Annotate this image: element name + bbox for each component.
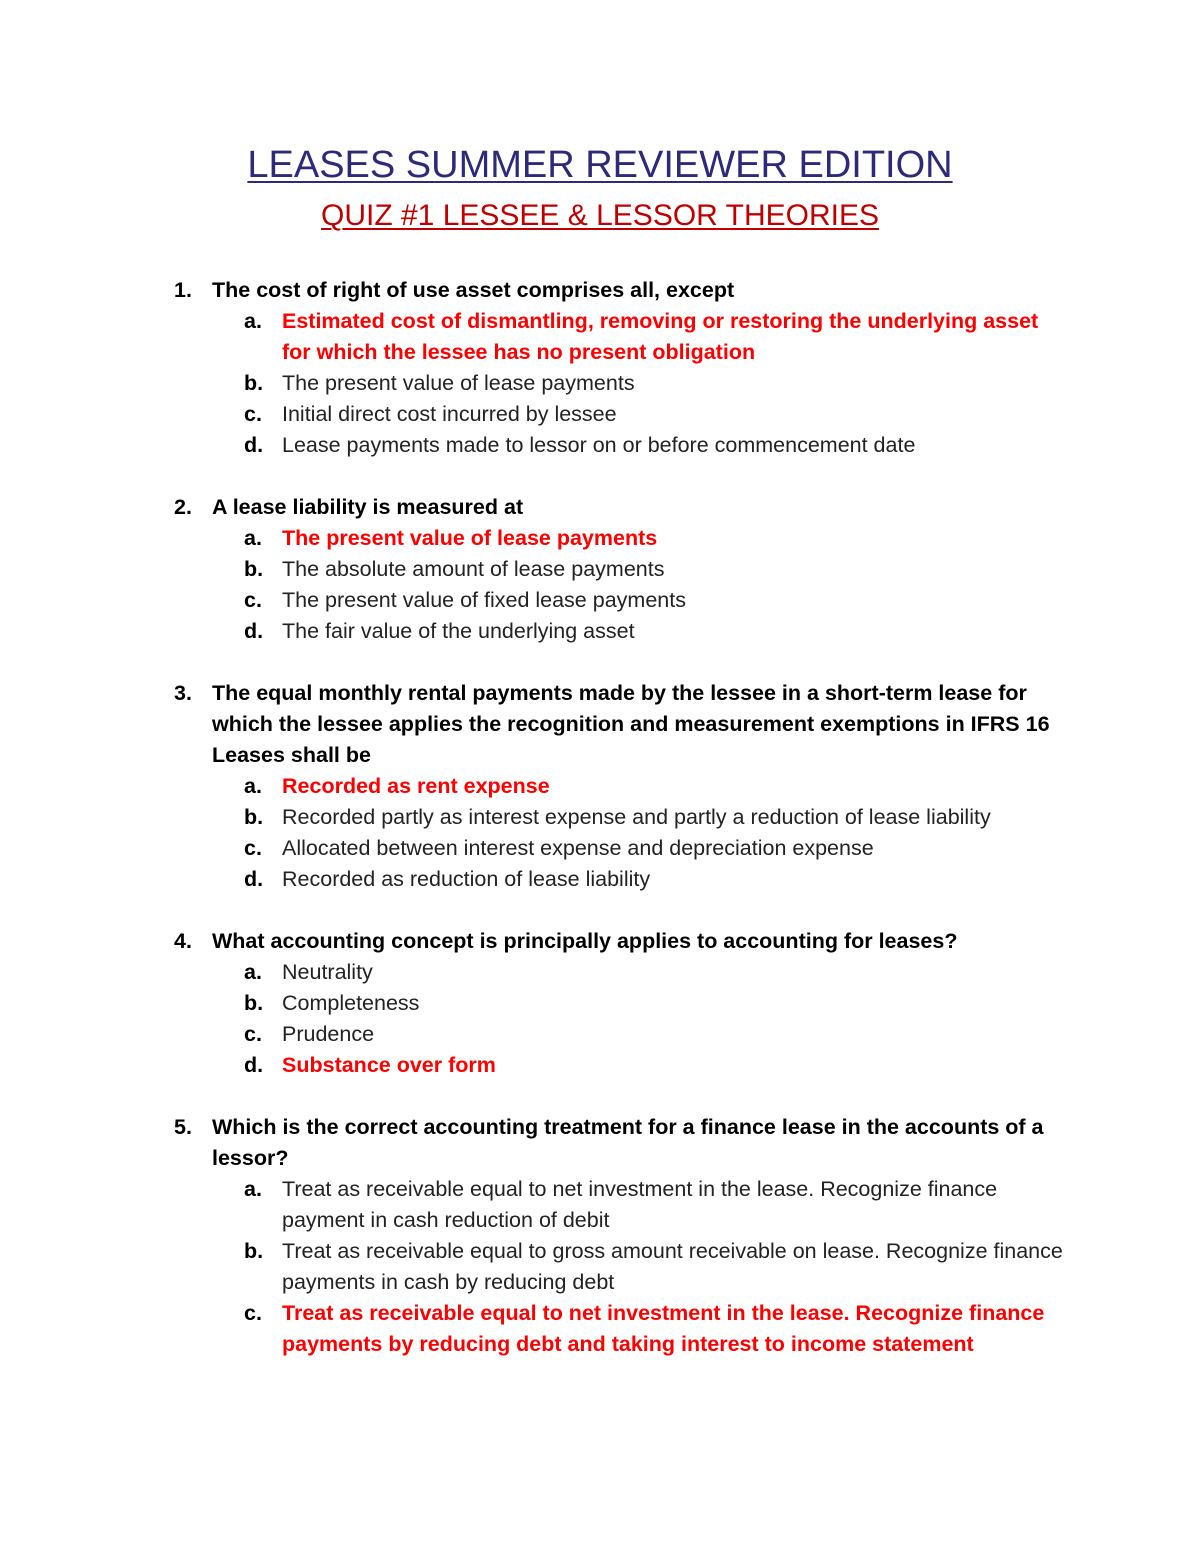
question-stem xyxy=(170,926,1070,957)
option-letter: b. xyxy=(244,557,264,581)
answer-option xyxy=(244,1236,1070,1298)
option-letter: c. xyxy=(244,402,262,426)
option-letter: c. xyxy=(244,588,262,612)
option-text: Substance over form xyxy=(282,1053,496,1077)
option-letter: a. xyxy=(244,1177,262,1201)
answer-option xyxy=(244,1174,1070,1236)
option-letter: c. xyxy=(244,1301,262,1325)
option-text: Allocated between interest expense and depreciation expense xyxy=(282,836,874,860)
option-text: Treat as receivable equal to gross amount receivable on lease. Recognize finance payments in cash by reducing debt xyxy=(282,1239,1063,1294)
option-text: The present value of lease payments xyxy=(282,371,635,395)
answer-option xyxy=(244,802,1070,833)
option-letter: d. xyxy=(244,1053,264,1077)
answer-option xyxy=(244,554,1070,585)
question-text: What accounting concept is principally applies to accounting for leases? xyxy=(212,929,958,953)
answer-option xyxy=(244,864,1070,895)
option-text: Prudence xyxy=(282,1022,375,1046)
option-text: Recorded as rent expense xyxy=(282,774,550,798)
option-letter: a. xyxy=(244,774,262,798)
question-stem xyxy=(170,492,1070,523)
answer-options xyxy=(170,771,1070,895)
answer-option xyxy=(244,368,1070,399)
option-text: Estimated cost of dismantling, removing or restoring the underlying asset for which the lessee has no present obligation xyxy=(282,309,1039,364)
option-letter: c. xyxy=(244,1022,262,1046)
option-letter: d. xyxy=(244,867,264,891)
option-letter: b. xyxy=(244,805,264,829)
option-text: Recorded partly as interest expense and partly a reduction of lease liability xyxy=(282,805,991,829)
question-5 xyxy=(170,1112,1070,1360)
question-4 xyxy=(170,926,1070,1081)
question-3 xyxy=(170,678,1070,895)
answer-option xyxy=(244,988,1070,1019)
option-letter: d. xyxy=(244,619,264,643)
question-stem xyxy=(170,678,1070,771)
question-number: 4. xyxy=(174,929,192,953)
answer-option xyxy=(244,957,1070,988)
quiz-subtitle: QUIZ #1 LESSEE & LESSOR THEORIES xyxy=(321,199,879,232)
answer-options xyxy=(170,1174,1070,1360)
answer-option xyxy=(244,616,1070,647)
correct-answer-option xyxy=(244,771,1070,802)
option-letter: b. xyxy=(244,991,264,1015)
question-stem xyxy=(170,275,1070,306)
answer-option xyxy=(244,1019,1070,1050)
question-number: 1. xyxy=(174,278,192,302)
question-text: The equal monthly rental payments made by the lessee in a short-term lease for which the lessee applies the recognition and measurement exemptions in IFRS 16 Leases shall be xyxy=(212,681,1050,767)
correct-answer-option xyxy=(244,1298,1070,1360)
correct-answer-option xyxy=(244,523,1070,554)
question-number: 5. xyxy=(174,1115,192,1139)
option-letter: b. xyxy=(244,1239,264,1263)
question-text: Which is the correct accounting treatment for a finance lease in the accounts of a lessor? xyxy=(212,1115,1044,1170)
correct-answer-option xyxy=(244,306,1070,368)
answer-option xyxy=(244,399,1070,430)
option-text: Lease payments made to lessor on or before commencement date xyxy=(282,433,916,457)
document-title: LEASES SUMMER REVIEWER EDITION xyxy=(247,144,953,186)
question-stem xyxy=(170,1112,1070,1174)
question-text: The cost of right of use asset comprises all, except xyxy=(212,278,735,302)
option-text: The present value of fixed lease payments xyxy=(282,588,686,612)
answer-option xyxy=(244,430,1070,461)
option-text: Completeness xyxy=(282,991,420,1015)
option-text: Recorded as reduction of lease liability xyxy=(282,867,651,891)
option-letter: d. xyxy=(244,433,264,457)
option-text: The absolute amount of lease payments xyxy=(282,557,665,581)
option-text: Neutrality xyxy=(282,960,373,984)
question-2 xyxy=(170,492,1070,647)
question-number: 2. xyxy=(174,495,192,519)
option-text: Treat as receivable equal to net investment in the lease. Recognize finance payment in cash reduction of debit xyxy=(282,1177,998,1232)
answer-options xyxy=(170,957,1070,1081)
option-text: The fair value of the underlying asset xyxy=(282,619,635,643)
answer-options xyxy=(170,523,1070,647)
question-number: 3. xyxy=(174,681,192,705)
correct-answer-option xyxy=(244,1050,1070,1081)
option-text: The present value of lease payments xyxy=(282,526,658,550)
answer-option xyxy=(244,833,1070,864)
answer-option xyxy=(244,585,1070,616)
option-letter: a. xyxy=(244,309,262,333)
option-text: Initial direct cost incurred by lessee xyxy=(282,402,617,426)
answer-options xyxy=(170,306,1070,461)
option-letter: a. xyxy=(244,526,262,550)
option-letter: b. xyxy=(244,371,264,395)
question-1 xyxy=(170,275,1070,461)
question-text: A lease liability is measured at xyxy=(212,495,524,519)
option-text: Treat as receivable equal to net investment in the lease. Recognize finance payments by reducing debt and taking interest to income statement xyxy=(282,1301,1045,1356)
option-letter: c. xyxy=(244,836,262,860)
option-letter: a. xyxy=(244,960,262,984)
question-list xyxy=(170,275,1070,1391)
